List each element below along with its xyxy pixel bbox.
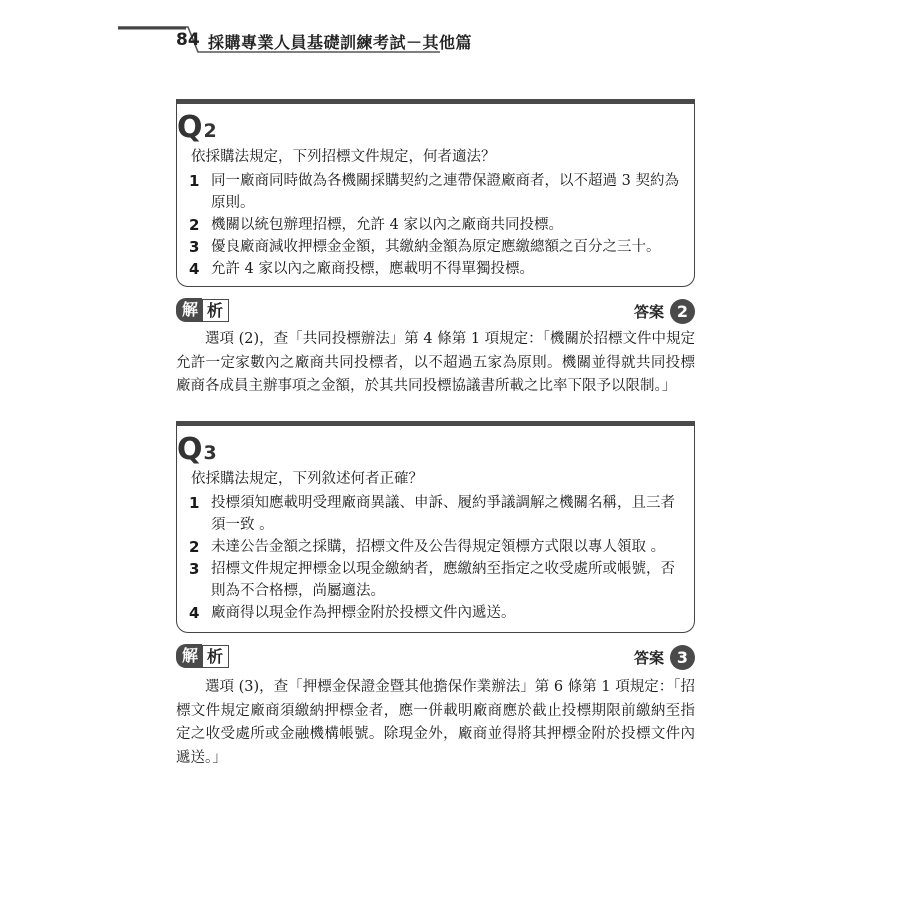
answer — [634, 298, 695, 324]
answer — [634, 644, 695, 670]
analysis-row-q3 — [176, 644, 695, 670]
analysis-row-q2 — [176, 298, 695, 324]
options-list — [189, 492, 689, 624]
page-number: 84 — [176, 30, 200, 50]
analysis-badge: 解 析 — [176, 298, 229, 322]
option-2: 2 未達公告金額之採購，招標文件及公告得規定領標方式限以專人領取 。 — [189, 538, 666, 556]
question-stem: 依採購法規定，下列招標文件規定，何者適法？ — [191, 149, 496, 165]
options-list — [189, 170, 689, 280]
explanation-q3: 選項 (3)，查「押標金保證金暨其他擔保作業辦法」第 6 條第 1 項規定：「招標文件規定廠商須繳納押標金者，應一併載明廠商應於截止投標期限前繳納至指定之收受處所或金融機構帳號。除現金外，廠商並得將其押標金附於投標文件內遞送。」 — [176, 679, 695, 766]
answer-value: 3 — [670, 645, 695, 670]
option-4: 4 允許 4 家以內之廠商投標，應載明不得單獨投標。 — [189, 260, 534, 278]
explanation-q2: 選項 (2)，查「共同投標辦法」第 4 條第 1 項規定：「機關於招標文件中規定允許一定家數內之廠商共同投標者，以不超過五家為原則。機關並得就共同投標廠商各成員主辦事項之金額，於其共同投標協議書所載之比率下限予以限制。」 — [176, 331, 695, 394]
question-box-q3 — [176, 421, 695, 633]
option-2: 2 機關以統包辦理招標，允許 4 家以內之廠商共同投標。 — [189, 216, 563, 234]
answer-value: 2 — [670, 299, 695, 324]
analysis-badge: 解 析 — [176, 644, 229, 668]
running-title: 採購專業人員基礎訓練考試－其他篇 — [208, 33, 473, 52]
option-3: 3 招標文件規定押標金以現金繳納者，應繳納至指定之收受處所或帳號，否則為不合格標，尚屬適法。 — [189, 560, 675, 599]
answer-label: 答案 — [633, 648, 664, 667]
question-box-q2 — [176, 99, 695, 287]
option-4: 4 廠商得以現金作為押標金附於投標文件內遞送。 — [189, 604, 516, 622]
question-stem: 依採購法規定，下列敘述何者正確？ — [191, 471, 423, 487]
option-1: 1 同一廠商同時做為各機關採購契約之連帶保證廠商者，以不超過 3 契約為原則。 — [189, 172, 679, 211]
option-3: 3 優良廠商減收押標金金額，其繳納金額為原定應繳總額之百分之三十。 — [189, 238, 661, 256]
option-1: 1 投標須知應載明受理廠商異議、申訴、履約爭議調解之機關名稱，且三者須一致 。 — [189, 494, 675, 533]
answer-label: 答案 — [633, 302, 664, 321]
question-label: Q3 — [177, 432, 217, 467]
page-header — [0, 0, 900, 60]
question-label: Q2 — [177, 110, 217, 145]
